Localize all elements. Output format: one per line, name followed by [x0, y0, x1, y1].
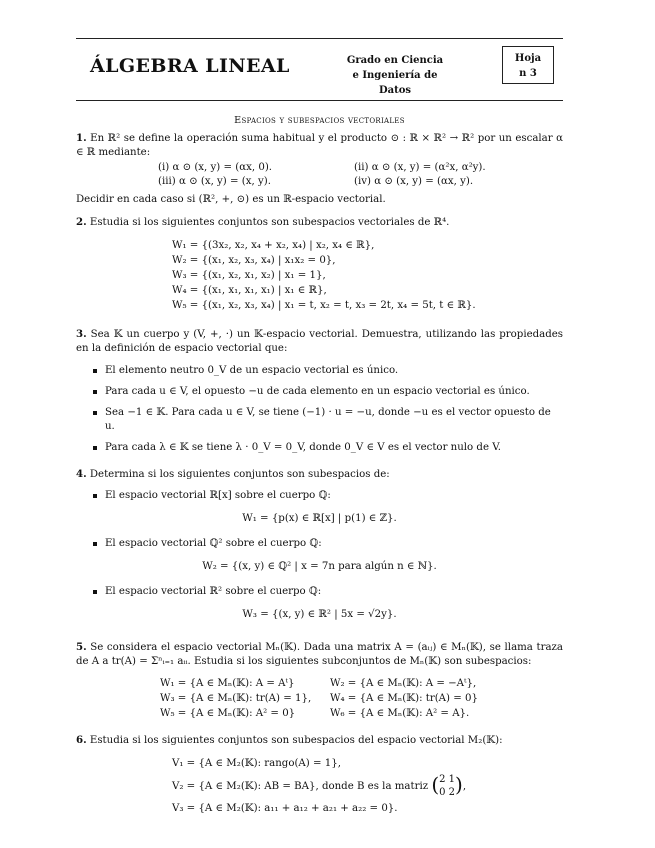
matrix-b-entries	[439, 773, 455, 799]
sheet-label: Hoja	[514, 53, 542, 64]
set-w3: W₃ = {(x₁, x₂, x₁, x₂) | x₁ = 1},	[172, 270, 326, 281]
degree-name	[340, 53, 450, 98]
problem-6-intro	[76, 733, 563, 748]
problem-3	[76, 327, 563, 455]
set-w4: W₄ = {(x₁, x₁, x₁, x₁) | x₁ ∈ ℝ},	[172, 285, 327, 296]
bullet-item: El espacio vectorial ℝ² sobre el cuerpo ℚ:	[76, 585, 563, 599]
set-m-w2: W₂ = {A ∈ Mₙ(𝕂): A = −Aᵗ},	[330, 678, 477, 689]
problem-5-intro	[76, 640, 563, 669]
problem-1	[76, 131, 563, 207]
option-iii: (iii) α ⊙ (x, y) = (x, y).	[158, 176, 271, 187]
bullet-item: Para cada u ∈ V, el opuesto −u de cada elemento en un espacio vectorial es único.	[76, 385, 563, 399]
problem-2-text: Estudia si los siguientes conjuntos son subespacios vectoriales de ℝ⁴.	[89, 217, 450, 228]
set-w5: W₅ = {(x₁, x₂, x₃, x₄) | x₁ = t, x₂ = t, x₃ = 2t, x₄ = 5t, t ∈ ℝ}.	[172, 300, 476, 311]
problem-1-number: 1.	[76, 132, 87, 144]
problem-2-number: 2.	[76, 216, 87, 228]
problem-4-bullets-3	[76, 585, 563, 599]
set-w1: W₁ = {(3x₂, x₂, x₄ + x₂, x₄) | x₂, x₄ ∈ ℝ},	[172, 240, 375, 251]
problem-4-bullets-2	[76, 537, 563, 551]
set-m-w3: W₃ = {A ∈ Mₙ(𝕂): tr(A) = 1},	[160, 693, 312, 704]
set-w2: W₂ = {(x₁, x₂, x₃, x₄) | x₁x₂ = 0},	[172, 255, 336, 266]
matrix-row: 2 1	[439, 774, 456, 785]
bullet-item: Sea −1 ∈ 𝕂. Para cada u ∈ V, se tiene (−1) · u = −u, donde −u es el vector opuesto de u.	[76, 406, 563, 434]
problem-4-number: 4.	[76, 468, 87, 480]
problem-6-sets	[172, 755, 563, 817]
set-v2-text: V₂ = {A ∈ M₂(𝕂): AB = BA}, donde B es la matriz	[172, 781, 429, 792]
problem-3-intro	[76, 327, 563, 356]
set-m-w1: W₁ = {A ∈ Mₙ(𝕂): A = Aᵗ}	[160, 678, 295, 689]
set-v2	[172, 773, 563, 799]
problem-3-bullets	[76, 364, 563, 455]
matrix-row: 0 2	[439, 787, 456, 798]
page-title: ÁLGEBRA LINEAL	[90, 55, 290, 77]
bullet-item: El espacio vectorial ℝ[x] sobre el cuerpo ℚ:	[76, 489, 563, 503]
header-bottom-rule	[76, 100, 563, 101]
problem-5-number: 5.	[76, 641, 87, 653]
sheet-number: n 3	[519, 68, 537, 79]
problem-1-intro	[76, 131, 563, 160]
bullet-item: Para cada λ ∈ 𝕂 se tiene λ · 0_V = 0_V, donde 0_V ∈ V es el vector nulo de V.	[76, 441, 563, 455]
set-m-w4: W₄ = {A ∈ Mₙ(𝕂): tr(A) = 0}	[330, 693, 478, 704]
header-top-rule	[76, 38, 563, 39]
problem-5-sets	[160, 676, 563, 721]
option-iv: (iv) α ⊙ (x, y) = (αx, y).	[354, 176, 474, 187]
bullet-item: El espacio vectorial ℚ² sobre el cuerpo ℚ:	[76, 537, 563, 551]
problem-4-text: Determina si los siguientes conjuntos son subespacios de:	[89, 469, 390, 480]
degree-line-1: Grado en Ciencia	[346, 55, 444, 66]
problem-1-options	[158, 161, 563, 189]
degree-line-2: e Ingeniería de Datos	[352, 70, 438, 96]
problem-5	[76, 640, 563, 721]
option-i: (i) α ⊙ (x, y) = (αx, 0).	[158, 162, 273, 173]
bullet-item: El elemento neutro 0_V de un espacio vectorial es único.	[76, 364, 563, 378]
problem-list	[76, 131, 563, 817]
problem-3-text: Sea 𝕂 un cuerpo y (V, +, ·) un 𝕂-espacio vectorial. Demuestra, utilizando las propiedades en la definición de espacio vectorial que:	[76, 329, 563, 354]
problem-4-intro	[76, 467, 563, 482]
option-ii: (ii) α ⊙ (x, y) = (α²x, α²y).	[354, 162, 486, 173]
set-v2-end: ,	[462, 781, 467, 792]
section-title: Espacios y subespacios vectoriales	[234, 115, 405, 126]
set-v3: V₃ = {A ∈ M₂(𝕂): a₁₁ + a₁₂ + a₂₁ + a₂₂ = 0}.	[172, 803, 398, 814]
problem-2-sets	[172, 238, 563, 313]
set-w1-poly: W₁ = {p(x) ∈ ℝ[x] | p(1) ∈ ℤ}.	[242, 513, 397, 524]
problem-2	[76, 215, 563, 313]
set-v1: V₁ = {A ∈ M₂(𝕂): rango(A) = 1},	[172, 758, 341, 769]
problem-1-text: En ℝ² se define la operación suma habitual y el producto ⊙ : ℝ × ℝ² → ℝ² por un escalar α ∈ ℝ mediante:	[76, 133, 563, 158]
problem-2-intro	[76, 215, 563, 230]
problem-1-closing: Decidir en cada caso si (ℝ², +, ⊙) es un ℝ-espacio vectorial.	[76, 194, 386, 205]
problem-6	[76, 733, 563, 817]
matrix-b: ( 2 1 0 2 )	[431, 772, 463, 798]
set-w2-rational: W₂ = {(x, y) ∈ ℚ² | x = 7n para algún n ∈ ℕ}.	[202, 561, 437, 572]
set-m-w5: W₅ = {A ∈ Mₙ(𝕂): A² = 0}	[160, 708, 296, 719]
problem-4	[76, 467, 563, 622]
sheet-number-box	[502, 46, 554, 84]
problem-6-text: Estudia si los siguientes conjuntos son subespacios del espacio vectorial M₂(𝕂):	[89, 735, 503, 746]
problem-6-number: 6.	[76, 734, 87, 746]
problem-5-text: Se considera el espacio vectorial Mₙ(𝕂). Dada una matrix A = (aᵢⱼ) ∈ Mₙ(𝕂), se llama traza de A a tr(A) = Σⁿᵢ₌₁ aᵢᵢ. Estudia si los siguientes subconjuntos de Mₙ(𝕂) son subespacios:	[76, 642, 563, 667]
set-m-w6: W₆ = {A ∈ Mₙ(𝕂): A² = A}.	[330, 708, 470, 719]
set-w3-real: W₃ = {(x, y) ∈ ℝ² | 5x = √2y}.	[242, 609, 397, 620]
problem-4-bullets	[76, 489, 563, 503]
problem-3-number: 3.	[76, 328, 87, 340]
